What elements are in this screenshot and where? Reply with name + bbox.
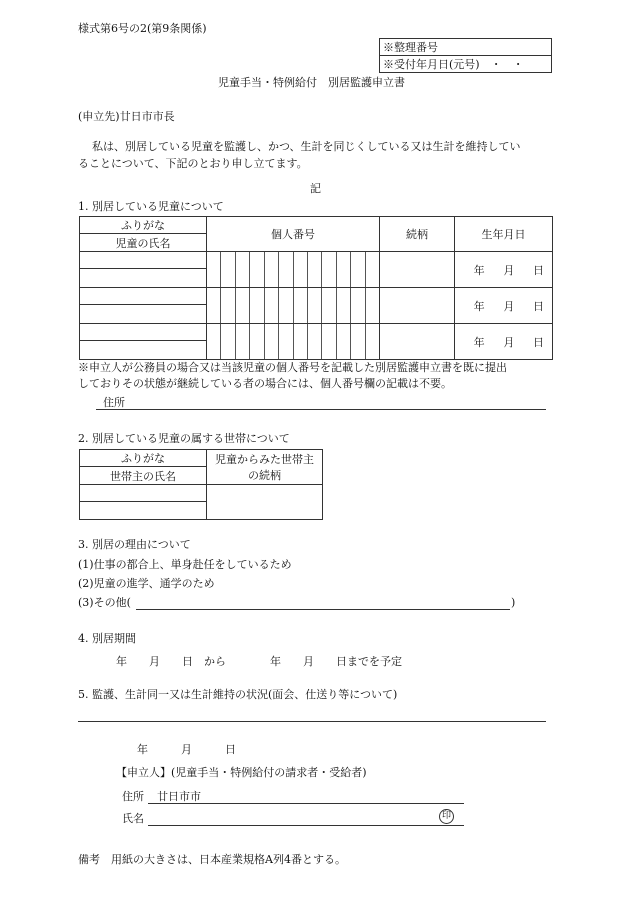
ki-label: 記 bbox=[310, 182, 321, 195]
remarks: 備考 用紙の大きさは、日本産業規格A列4番とする。 bbox=[78, 853, 346, 866]
applicant-address-label: 住所 bbox=[122, 790, 144, 803]
reason-option-1[interactable]: (1)仕事の都合上、単身赴任をしているため bbox=[78, 558, 292, 571]
birthdate-input[interactable]: 年 月 日 bbox=[455, 288, 553, 324]
form-number: 様式第6号の2(第9条関係) bbox=[78, 22, 207, 35]
col-relationship: 続柄 bbox=[380, 217, 455, 252]
head-name-input[interactable] bbox=[80, 502, 207, 520]
household-table bbox=[79, 449, 323, 520]
birthdate-input[interactable]: 年 月 日 bbox=[455, 252, 553, 288]
intro-line-1: 私は、別居している児童を監護し、かつ、生計を同じくしている又は生計を維持してい bbox=[92, 140, 521, 153]
child-furigana-input[interactable] bbox=[80, 252, 207, 269]
applicant-name-label: 氏名 bbox=[122, 812, 144, 825]
section5-heading: 5. 監護、生計同一又は生計維持の状況(面会、仕送り等について) bbox=[78, 688, 398, 701]
intro-line-2: ることについて、下記のとおり申し立てます。 bbox=[78, 157, 308, 170]
col-child-furigana: ふりがな bbox=[80, 217, 207, 234]
birthdate-input[interactable]: 年 月 日 bbox=[455, 324, 553, 360]
personal-number-input[interactable] bbox=[207, 288, 380, 324]
children-table bbox=[79, 216, 553, 360]
section1-heading: 1. 別居している児童について bbox=[78, 200, 224, 213]
col-child-name: 児童の氏名 bbox=[80, 234, 207, 252]
section1-note-1: ※申立人が公務員の場合又は当該児童の個人番号を記載した別居監護申立書を既に提出 bbox=[78, 361, 507, 374]
relationship-input[interactable] bbox=[380, 288, 455, 324]
reason-option-2[interactable]: (2)児童の進学、通学のため bbox=[78, 577, 215, 590]
reason-other-input[interactable] bbox=[136, 609, 510, 610]
child-furigana-input[interactable] bbox=[80, 288, 207, 305]
ref-number-field[interactable]: ※整理番号 bbox=[380, 39, 552, 56]
section3-heading: 3. 別居の理由について bbox=[78, 538, 191, 551]
applicant-name-line[interactable] bbox=[148, 825, 464, 826]
seal-mark: 印 bbox=[439, 809, 454, 824]
child-address-line[interactable] bbox=[96, 409, 546, 410]
col-personal-number: 個人番号 bbox=[207, 217, 380, 252]
page-title: 児童手当・特例給付 別居監護申立書 bbox=[218, 76, 405, 89]
child-furigana-input[interactable] bbox=[80, 324, 207, 341]
received-date-field[interactable]: ※受付年月日(元号) ・ ・ bbox=[380, 56, 552, 73]
relationship-input[interactable] bbox=[380, 324, 455, 360]
head-relationship-input[interactable] bbox=[207, 485, 323, 520]
col-birthdate: 生年月日 bbox=[455, 217, 553, 252]
addressee: (申立先)廿日市市長 bbox=[78, 110, 175, 123]
reason-option-3[interactable]: (3)その他( bbox=[78, 596, 131, 609]
col-head-furigana: ふりがな bbox=[80, 450, 207, 467]
application-date[interactable]: 年 月 日 bbox=[137, 743, 236, 756]
child-name-input[interactable] bbox=[80, 341, 207, 360]
section4-heading: 4. 別居期間 bbox=[78, 632, 136, 645]
child-name-input[interactable] bbox=[80, 305, 207, 324]
head-furigana-input[interactable] bbox=[80, 485, 207, 502]
section1-note-2: しておりその状態が継続している者の場合には、個人番号欄の記載は不要。 bbox=[78, 377, 452, 390]
personal-number-input[interactable] bbox=[207, 324, 380, 360]
child-name-input[interactable] bbox=[80, 269, 207, 288]
applicant-address-value: 廿日市市 bbox=[157, 790, 201, 803]
col-head-relationship: 児童からみた世帯主 の続柄 bbox=[207, 450, 323, 485]
col-head-name: 世帯主の氏名 bbox=[80, 467, 207, 485]
applicant-address-line[interactable] bbox=[148, 803, 464, 804]
personal-number-input[interactable] bbox=[207, 252, 380, 288]
relationship-input[interactable] bbox=[380, 252, 455, 288]
applicant-label: 【申立人】(児童手当・特例給付の請求者・受給者) bbox=[116, 766, 367, 779]
status-input-line[interactable] bbox=[78, 721, 546, 722]
child-address-label: 住所 bbox=[103, 396, 125, 409]
office-use-box bbox=[379, 38, 552, 73]
reason-option-3-close: ) bbox=[511, 596, 516, 609]
separation-period[interactable]: 年 月 日 から 年 月 日までを予定 bbox=[116, 655, 402, 668]
section2-heading: 2. 別居している児童の属する世帯について bbox=[78, 432, 290, 445]
